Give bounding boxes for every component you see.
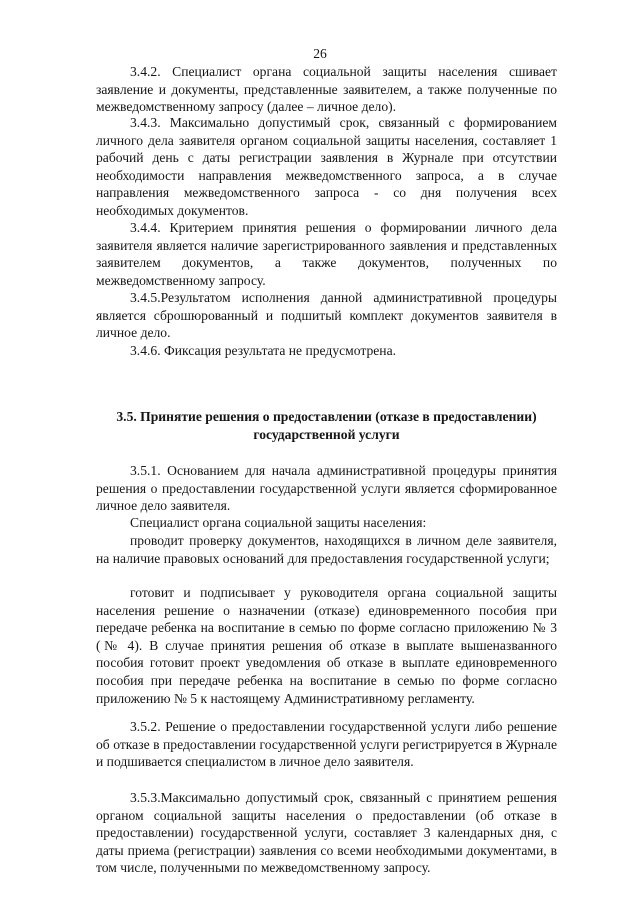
paragraph-text: 3.4.6. Фиксация результата не предусмотрена. (130, 343, 397, 358)
paragraph-3-4-2 (96, 63, 557, 116)
section-heading-line-2: государственной услуги (253, 426, 400, 442)
paragraph-3-4-4 (96, 219, 557, 289)
section-heading-line-1: 3.5. Принятие решения о предоставлении (отказе в предоставлении) (116, 409, 537, 424)
paragraph-text: 3.5.2. Решение о предоставлении государственной услуги либо решение об отказе в предоставлении государственной услуги регистрируется в Журнале и подшивается специалистом в личное дело заявителя. (96, 719, 557, 770)
paragraph-text: 3.5.1. Основанием для начала административной процедуры принятия решения о предоставлении государственной услуги является сформированное личное дело заявителя. (96, 463, 557, 514)
paragraph-text: готовит и подписывает у руководителя органа социальной защиты населения решение о назначении (отказе) единовременного пособия при передаче ребенка на воспитание в семью по форме согласно приложению № 3 (№ 4). В случае принятия решения об отказе в выплате вышеназванного пособия готовит проект уведомления об отказе в выплате единовременного пособия при передаче ребенка на воспитание в семью по форме согласно приложению № 5 к настоящему Административному регламенту. (96, 585, 557, 706)
paragraph-3-4-3 (96, 114, 557, 220)
paragraph-text: 3.4.3. Максимально допустимый срок, связанный с формированием личного дела заявителя органом социальной защиты населения, составляет 1 рабочий день с даты регистрации заявления в Журнале при отсутствии необходимости направления межведомственного запроса, а в случае направления межведомственного запроса - со дня получения всех необходимых документов. (96, 115, 557, 218)
paragraph-text: Специалист органа социальной защиты населения: (130, 515, 427, 530)
section-heading (96, 408, 557, 443)
paragraph-text: 3.5.3.Максимально допустимый срок, связанный с принятием решения органом социальной защиты населения о предоставлении (об отказе в предоставлении) государственной услуги, составляет 3 календарных дня, с даты приема (регистрации) заявления со всеми необходимыми документами, в том числе, полученными по межведомственному запросу. (96, 790, 557, 876)
page-number: 26 (313, 46, 327, 61)
paragraph-check-documents (96, 532, 557, 567)
paragraph-text: 3.4.4. Критерием принятия решения о формировании личного дела заявителя является наличие зарегистрированного заявления и представленных заявителем документов, а также документов, полученных по межведомственному запросу. (96, 220, 557, 288)
paragraph-prepare-decision (96, 584, 557, 707)
paragraph-text: 3.4.2. Специалист органа социальной защиты населения сшивает заявление и документы, представленные заявителем, а также полученные по межведомственному запросу (далее – личное дело). (96, 64, 557, 115)
paragraph-3-4-6 (96, 342, 557, 360)
paragraph-3-5-1 (96, 462, 557, 515)
paragraph-text: 3.4.5.Результатом исполнения данной административной процедуры является сброшюрованный и подшитый комплект документов заявителя в личное дело. (96, 290, 557, 341)
paragraph-3-5-2 (96, 718, 557, 771)
paragraph-specialist (96, 514, 557, 532)
paragraph-3-4-5 (96, 289, 557, 342)
paragraph-text: проводит проверку документов, находящихся в личном деле заявителя, на наличие правовых оснований для предоставления государственной услуги; (96, 533, 557, 566)
paragraph-3-5-3 (96, 789, 557, 877)
